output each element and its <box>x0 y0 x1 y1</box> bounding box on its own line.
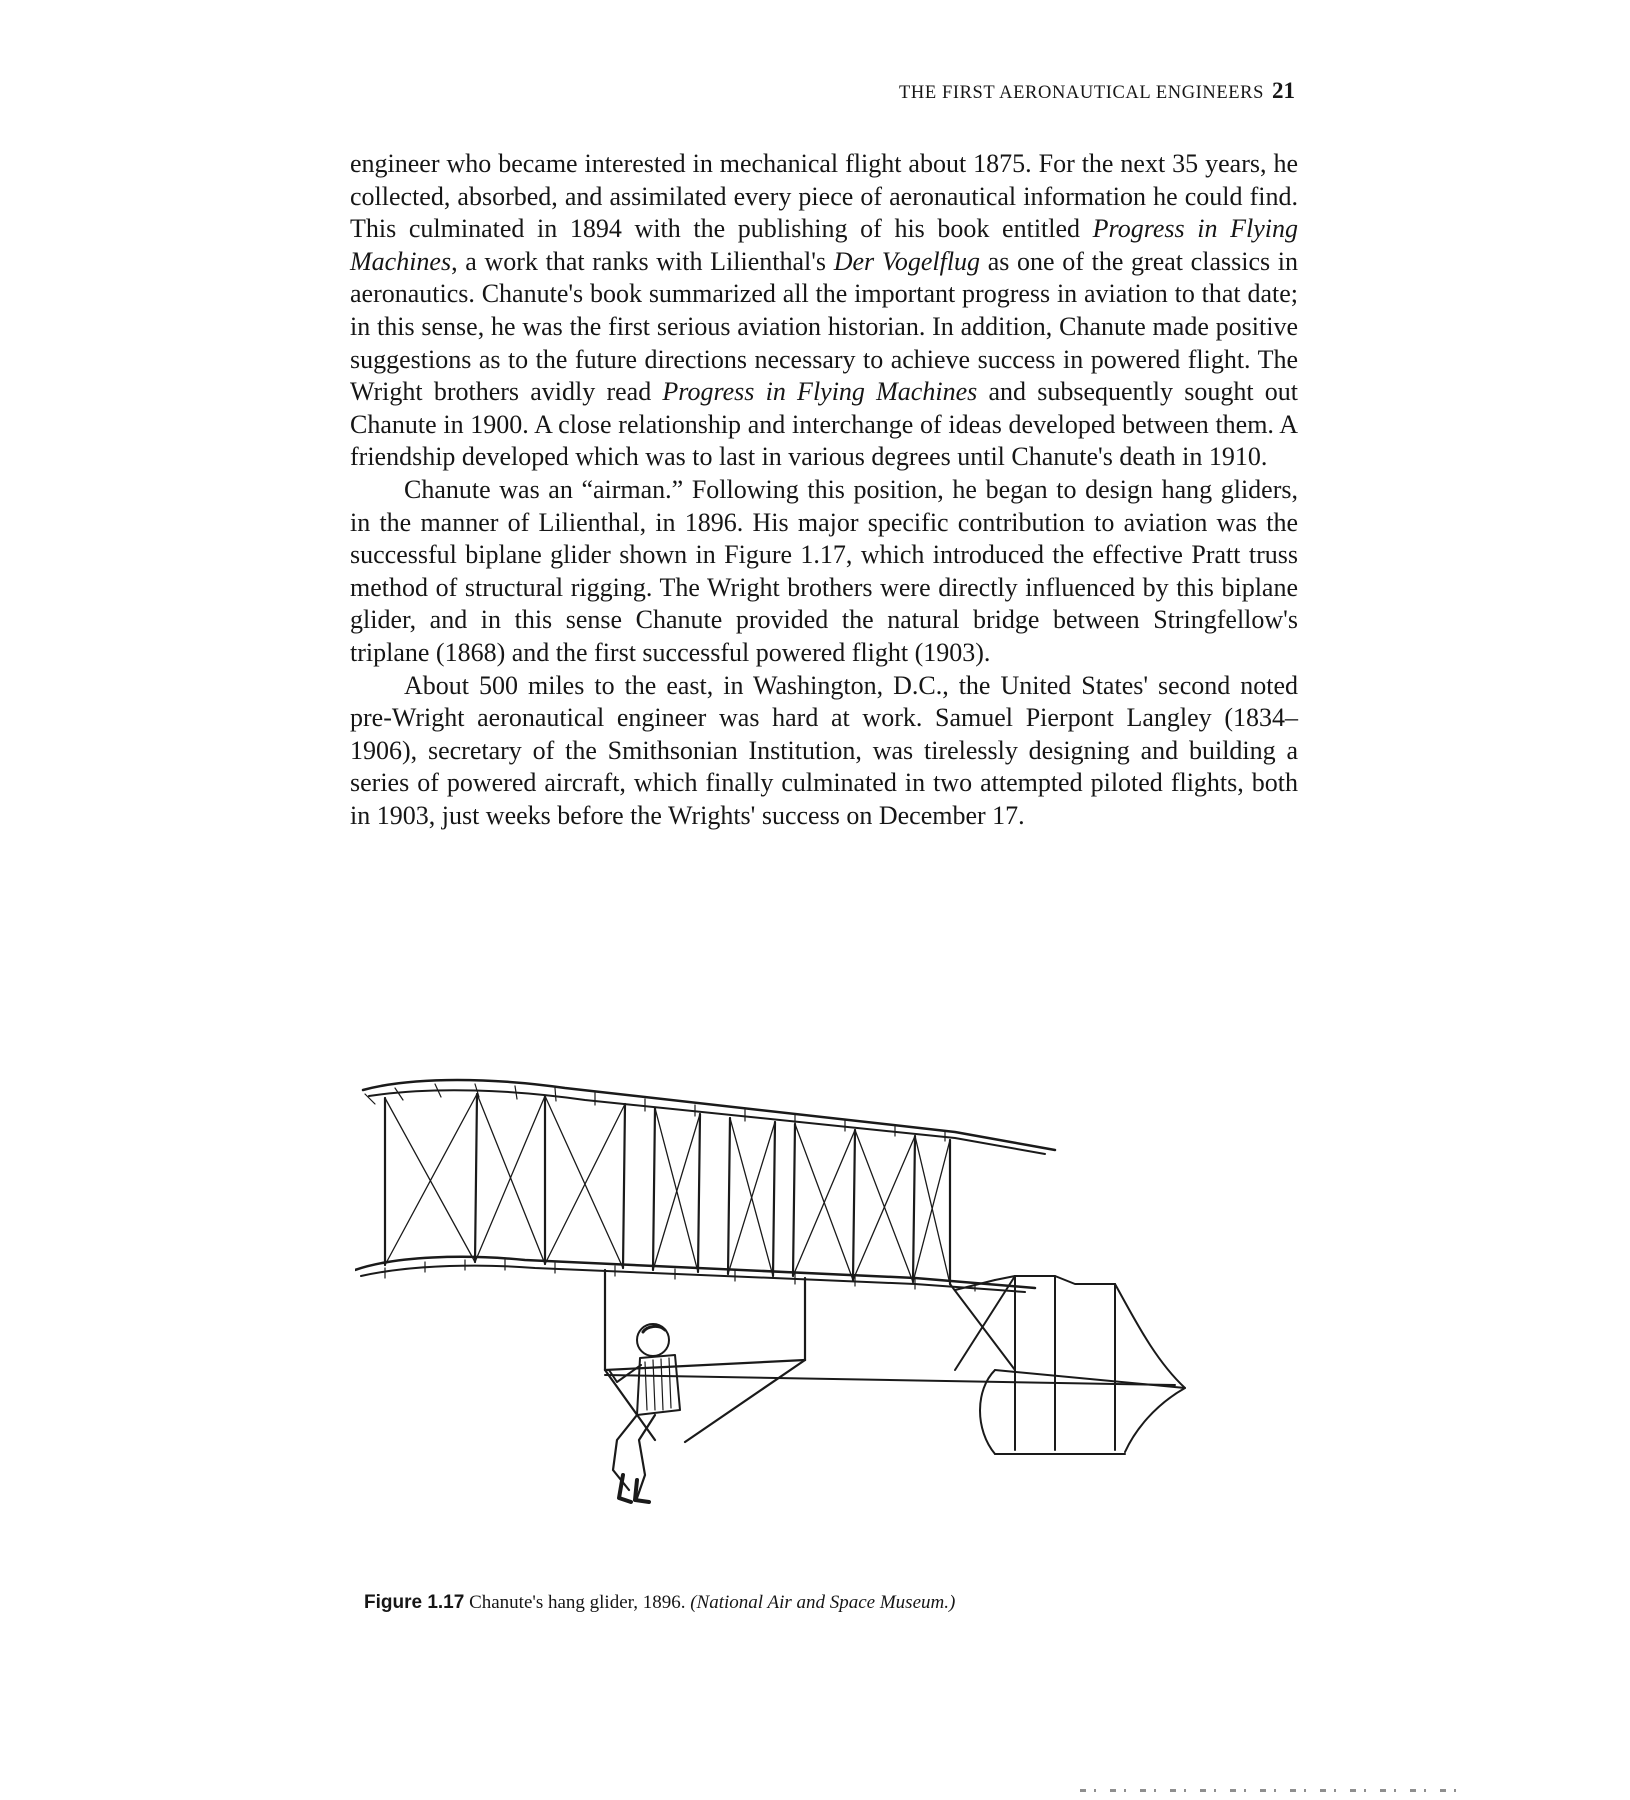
figure-credit: (National Air and Space Museum.) <box>690 1592 956 1613</box>
figure-caption <box>364 1592 955 1614</box>
p1-text-c: , a work that ranks with Lilienthal's <box>451 246 834 276</box>
figure-glider-illustration <box>355 1070 1315 1570</box>
body-text <box>350 148 1298 832</box>
running-head <box>899 78 1295 104</box>
book-title-progress-2: Progress in Flying Machines <box>662 377 978 407</box>
p1-text-e: as one of the great classics in aeronautics. Chanute's book summarized all the important progress in aviation to that date; in this sense, he was the first serious aviation historian. In addition, Chanute made positive suggestions as to the future directions necessary to achieve success in powered flight. The Wright brothers avidly read <box>350 246 1298 407</box>
figure-label: Figure 1.17 <box>364 1592 465 1613</box>
scan-artifact-marks <box>1080 1789 1460 1792</box>
book-title-vogelflug: Der Vogelflug <box>833 246 981 276</box>
p1-text-g: and subsequently sought out Chanute in 1900. A close relationship and interchange of ideas developed between them. A friendship developed which was to last in various degrees until Chanute's death in 1910. <box>350 377 1298 472</box>
paragraph-3: About 500 miles to the east, in Washington, D.C., the United States' second noted pre-Wright aeronautical engineer was hard at work. Samuel Pierpont Langley (1834–1906), secretary of the Smithsonian Institution, was tirelessly designing and building a series of powered aircraft, which finally culminated in two attempted piloted flights, both in 1903, just weeks before the Wrights' success on December 17. <box>350 670 1298 830</box>
glider-drawing <box>355 1070 1315 1570</box>
paragraph-2: Chanute was an “airman.” Following this position, he began to design hang gliders, in the manner of Lilienthal, in 1896. His major specific contribution to aviation was the successful biplane glider shown in Figure 1.17, which introduced the effective Pratt truss method of structural rigging. The Wright brothers were directly influenced by this biplane glider, and in this sense Chanute provided the natural bridge between Stringfellow's triplane (1868) and the first successful powered flight (1903). <box>350 474 1298 667</box>
tail-boom <box>605 1280 1175 1385</box>
upper-wing <box>363 1080 1055 1154</box>
page-number: 21 <box>1272 78 1295 103</box>
figure-caption-text: Chanute's hang glider, 1896. <box>469 1592 686 1613</box>
p1-text-a: engineer who became interested in mechanical flight about 1875. For the next 35 years, he collected, absorbed, and assimilated every piece of aeronautical information he could find. This culminated in 1894 with the publishing of his book entitled <box>350 149 1298 244</box>
book-title-progress: Progress in Flying Machines <box>350 214 1298 276</box>
tail-surfaces <box>955 1276 1185 1454</box>
running-title: THE FIRST AERONAUTICAL ENGINEERS <box>898 83 1264 103</box>
pilot-figure <box>609 1324 680 1502</box>
paragraph-1 <box>350 148 1298 474</box>
